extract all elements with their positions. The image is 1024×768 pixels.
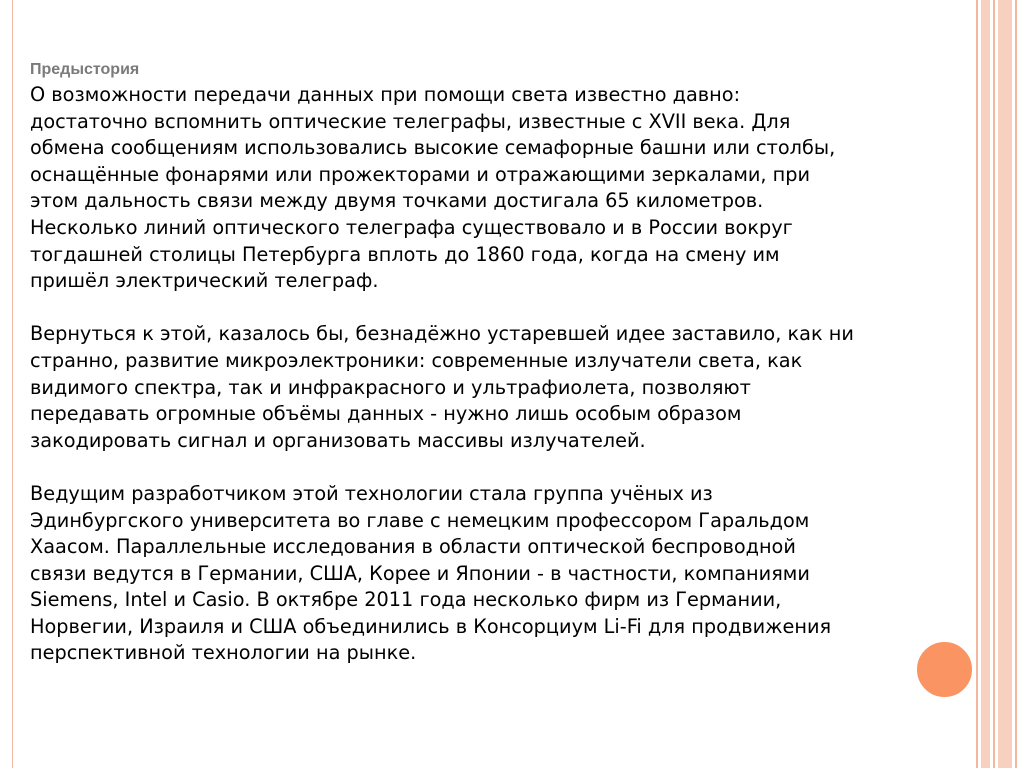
paragraph-revival: Вернуться к этой, казалось бы, безнадёжно устаревшей идее заставило, как ни странно, развитие микроэлектроники: современные излучатели света, как видимого спектра, так и инфракрасного и ультрафиолета, позволяют передавать огромные объёмы данных - нужно лишь особым образом закодировать сигнал и организовать массивы излучателей. bbox=[30, 322, 854, 452]
right-decor-stripe bbox=[998, 0, 1012, 768]
slide-content bbox=[30, 60, 995, 667]
paragraph-history: О возможности передачи данных при помощи света известно давно: достаточно вспомнить оптические телеграфы, известные с XVII века. Для обмена сообщениям использовались высокие семафорные башни или столбы, оснащённые фонарями или прожекторами и отражающими зеркалами, при этом дальность связи между двумя точками достигала 65 километров. Несколько линий оптического телеграфа существовало и в России вокруг тогдашней столицы Петербурга вплоть до 1860 года, когда на смену им пришёл электрический телеграф. bbox=[30, 83, 836, 293]
left-frame-line bbox=[12, 0, 13, 768]
slide-heading: Предыстория bbox=[30, 61, 140, 78]
paragraph-developers: Ведущим разработчиком этой технологии стала группа учёных из Эдинбургского университета во главе с немецким профессором Гаральдом Хаасом. Параллельные исследования в области оптической беспроводной связи ведутся в Германии, США, Корее и Японии - в частности, компаниями Siemens, Intel и Casio. В октябре 2011 года несколько фирм из Германии, Норвегии, Израиля и США объединились в Консорциум Li-Fi для продвижения перспективной технологии на рынке. bbox=[30, 481, 832, 665]
right-decor-stripe bbox=[1015, 0, 1017, 768]
accent-circle-decor bbox=[914, 639, 975, 700]
